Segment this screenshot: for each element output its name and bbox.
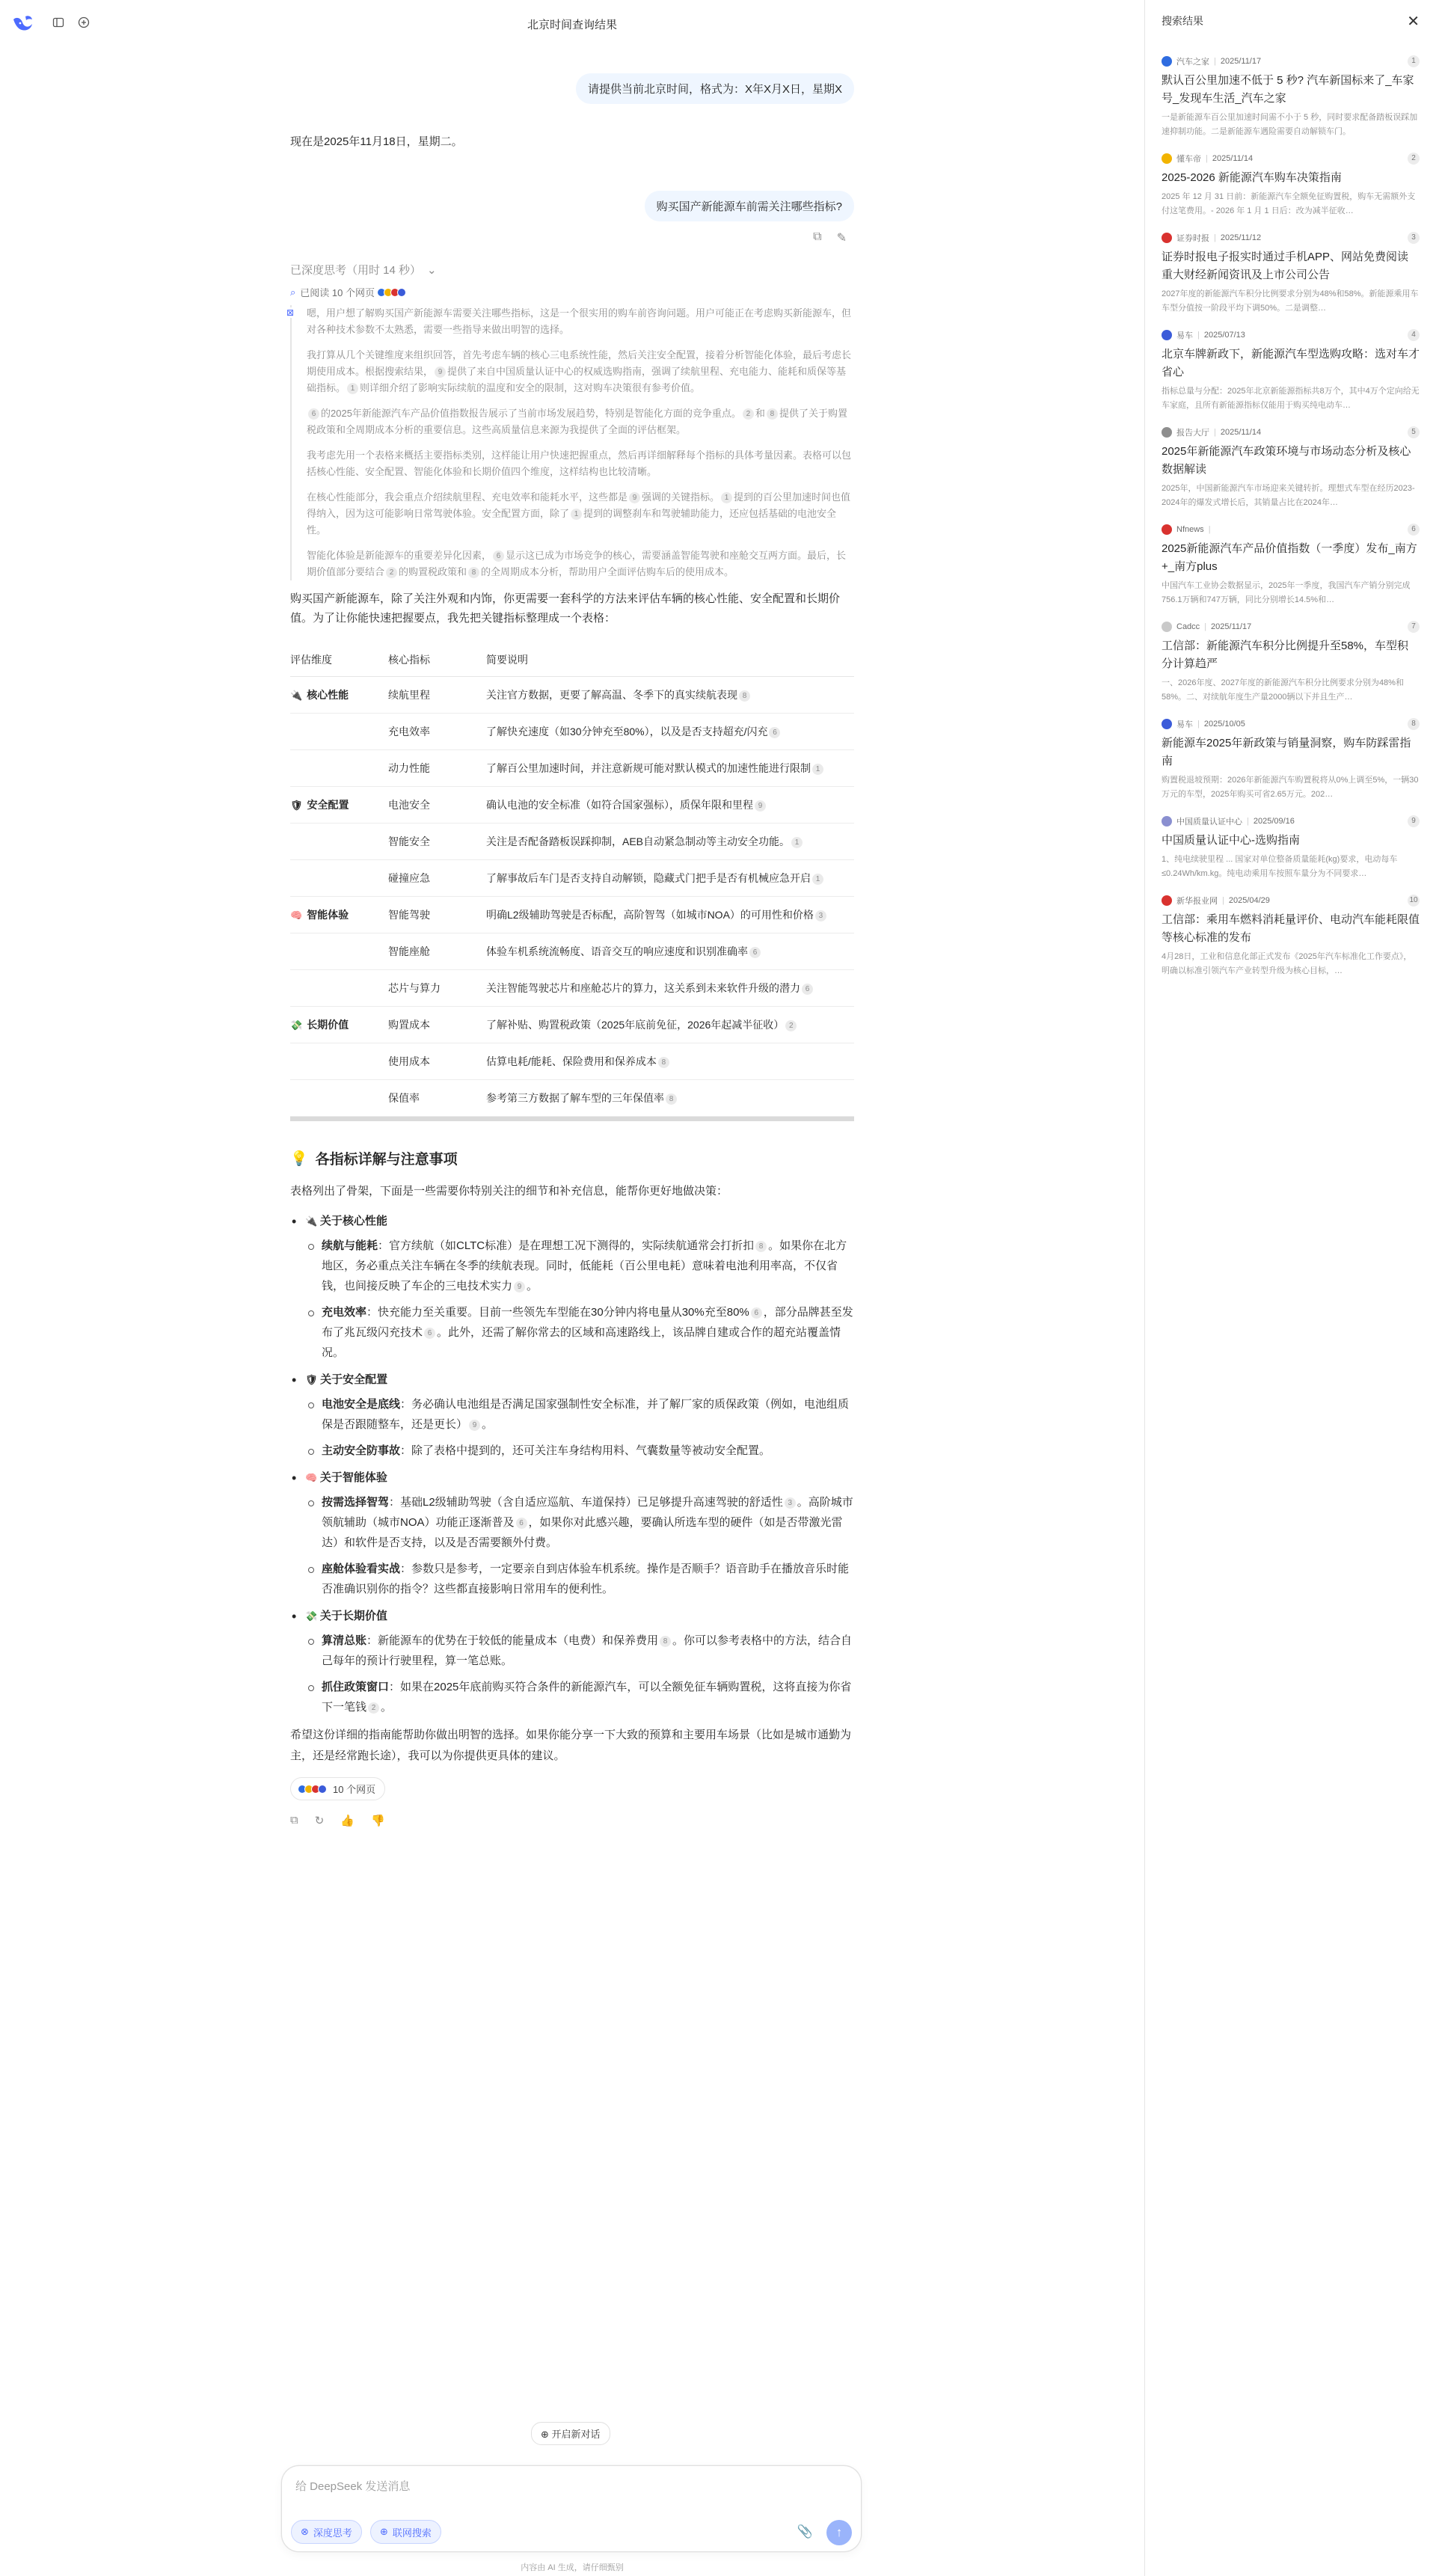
result-date: 2025/10/05 [1203,720,1245,729]
result-title[interactable]: 2025-2026 新能源汽车购车决策指南 [1162,171,1342,184]
table-row [290,1043,854,1080]
table-dimension-cell [290,860,388,897]
table-dimension-cell [290,1043,388,1080]
detail-item: 续航与能耗：官方续航（如CLTC标准）是在理想工况下测得的，实际续航通常会打折扣 8 。如果你在北方地区，务必重点关注车辆在冬季的续航表现。同时，低能耗（百公里电耗）意味着电池利用率高，不仅省钱，也间接反映了车企的三电技术实力 9 。 [305,1236,854,1296]
table-dimension-cell: 💸 长期价值 [290,1007,388,1043]
deep-think-label: 已深度思考（用时 14 秒） [290,264,422,277]
result-meta [1162,426,1420,438]
source-favicon-icon [1162,719,1172,729]
thumbs-up-icon[interactable]: 👍 [340,1815,355,1827]
close-icon[interactable]: ✕ [1407,13,1420,30]
result-source: Nfnews [1176,525,1204,534]
result-divider: | [1204,622,1207,631]
detail-group [290,1370,854,1461]
result-title[interactable]: 新能源车2025年新政策与销量洞察，购车防踩雷指南 [1162,737,1411,767]
source-favicon-icon [1162,524,1172,535]
read-pages-row[interactable] [290,285,854,299]
plus-circle-icon: ⊕ [541,2429,549,2440]
deep-think-toggle[interactable] [290,262,854,277]
result-number-badge: 8 [1408,718,1420,730]
result-snippet: 2027年度的新能源汽车积分比例要求分别为48%和58%。新能源乘用车车型分值按一阶段平均下调50%。二是调整… [1162,289,1419,313]
detail-group-title: • 🧠 关于智能体验 [305,1471,387,1484]
table-description-cell: 关注智能驾驶芯片和座舱芯片的算力，这关系到未来软件升级的潜力 6 [486,970,854,1007]
table-description-cell: 了解补贴、购置税政策（2025年底前免征，2026年起减半征收） 2 [486,1007,854,1043]
result-title[interactable]: 2025新能源汽车产品价值指数（一季度）发布_南方+_南方plus [1162,542,1417,573]
result-title[interactable]: 默认百公里加速不低于 5 秒? 汽车新国标来了_车家号_发现车生活_汽车之家 [1162,74,1414,105]
table-indicator-cell: 智能驾驶 [388,897,486,933]
search-result-card[interactable] [1145,524,1436,607]
source-favicon-icon [1162,427,1172,438]
assistant-message: 现在是2025年11月18日，星期二。 [290,135,463,148]
result-source: Cadcc [1176,622,1200,631]
pages-chip[interactable] [290,1777,385,1800]
citation-badge[interactable]: 9 [755,800,766,812]
result-title[interactable]: 工信部：新能源汽车积分比例提升至58%，车型积分计算趋严 [1162,640,1409,670]
result-source: 汽车之家 [1176,58,1209,67]
table-dimension-cell: 🔌 核心性能 [290,677,388,714]
table-row [290,714,854,750]
result-number-badge: 7 [1408,621,1420,633]
source-favicon-icon [1162,330,1172,340]
search-result-card[interactable] [1145,815,1436,881]
result-date: 2025/11/17 [1211,622,1252,631]
detail-item: 按需选择智驾：基础L2级辅助驾驶（含自适应巡航、车道保持）已足够提升高速驾驶的舒适性 3 。高阶城市领航辅助（城市NOA）功能正逐渐普及 6 ，如果你对此感兴趣，要确认所选车型的硬件（如是否带激光雷达）和软件是否支持，以及是否需要额外付费。 [305,1492,854,1553]
table-row [290,933,854,970]
search-icon: ⌕ [290,286,296,298]
search-result-card[interactable] [1145,895,1436,978]
result-number-badge: 3 [1408,232,1420,244]
attachment-icon[interactable]: 📎 [797,2524,813,2539]
search-result-card[interactable] [1145,232,1436,316]
result-number-badge: 9 [1408,815,1420,827]
result-source: 易车 [1176,720,1193,729]
table-row [290,860,854,897]
user-message: 购买国产新能源车前需关注哪些指标? [645,191,854,221]
result-snippet: 4月28日，工业和信息化部正式发布《2025年汽车标准化工作要点》，明确以标准引领汽车产业转型升级为核心目标，… [1162,952,1412,975]
ai-disclaimer: 内容由 AI 生成，请仔细甄别 [521,2563,624,2572]
result-snippet: 一、2026年度、2027年度的新能源汽车积分比例要求分别为48%和58%。二、对续航年度生产量2000辆以下并且生产… [1162,678,1404,702]
result-source: 易车 [1176,331,1193,340]
shield-icon: 🛡 [305,1374,321,1385]
result-source: 新华报业网 [1176,897,1218,906]
page-title: 北京时间查询结果 [527,19,617,31]
shield-icon: 🛡 [290,800,303,811]
result-number-badge: 1 [1408,55,1420,67]
table-dimension-cell [290,970,388,1007]
detail-item: 主动安全防事故：除了表格中提到的，还可关注车身结构用料、气囊数量等被动安全配置。 [305,1441,854,1461]
search-result-card[interactable] [1145,426,1436,510]
result-number-badge: 10 [1408,895,1420,907]
search-result-card[interactable] [1145,55,1436,139]
result-snippet: 2025 年 12 月 31 日前：新能源汽车全额免征购置税，购车无需额外支付这笔费用。- 2026 年 1 月 1 日后：改为减半征收… [1162,192,1416,215]
copy-icon[interactable]: ⧉ [290,1814,298,1827]
source-favicon-icon [1162,622,1172,632]
section-heading: 💡 各指标详解与注意事项 [290,1150,458,1168]
thinking-icon: ⊠ [286,307,295,318]
result-meta [1162,329,1420,341]
detail-group [290,1468,854,1599]
detail-item: 抓住政策窗口：如果在2025年底前购买符合条件的新能源汽车，可以全额免征车辆购置税，这将直接为你省下一笔钱 2 。 [305,1677,854,1717]
thinking-paragraph: 我打算从几个关键维度来组织回答，首先考虑车辆的核心三电系统性能，然后关注安全配置，接着分析智能化体验，最后考虑长期使用成本。根据搜索结果， 9 提供了来自中国质量认证中心的权威选购指南，强调了续航里程、充电能力、能耗和质保等基础指标。 1 则详细介绍了影响实际续航的温度和安全的限制，这对购车决策很有参考价值。 [307,349,852,393]
brain-icon: 🧠 [305,1472,320,1483]
citation-badge[interactable]: 9 [514,1281,525,1292]
brain-icon: 🧠 [290,910,303,921]
answer-intro: 购买国产新能源车，除了关注外观和内饰，你更需要一套科学的方法来评估车辆的核心性能、安全配置和长期价值。为了让你能快速把握要点，我先把关键指标整理成一个表格： [290,592,841,625]
result-title[interactable]: 北京车牌新政下，新能源汽车型选购攻略：选对车才省心 [1162,348,1420,378]
result-snippet: 购置税退坡预期：2026年新能源汽车购置税将从0%上调至5%，一辆30万元的车型，2025年购买可省2.65万元。202… [1162,776,1419,799]
result-meta [1162,895,1420,907]
deep-think-button[interactable]: ⊗ 深度思考 [291,2520,362,2544]
table-indicator-cell: 碰撞应急 [388,860,486,897]
result-date: 2025/11/14 [1212,154,1254,163]
source-favicon-icon [1162,153,1172,164]
result-divider: | [1214,233,1216,242]
send-button[interactable]: ↑ [826,2520,852,2545]
citation-badge[interactable]: 3 [815,910,826,921]
result-source: 中国质量认证中心 [1176,818,1242,827]
new-chat-button[interactable] [531,2422,610,2445]
results-list [1145,55,1436,978]
table-indicator-cell: 智能座舱 [388,933,486,970]
result-date: 2025/11/12 [1220,233,1262,242]
table-indicator-cell: 动力性能 [388,750,486,787]
detail-item: 充电效率：快充能力至关重要。目前一些领先车型能在30分钟内将电量从30%充至80% 6 ，部分品牌甚至发布了兆瓦级闪充技术 6 。此外，还需了解你常去的区域和高速路线上，该品牌自建或合作的超充站覆盖情况。 [305,1302,854,1363]
result-meta [1162,524,1420,536]
citation-badge[interactable]: 9 [469,1420,480,1431]
table-description-cell: 关注是否配备踏板误踩抑制，AEB自动紧急制动等主动安全功能。 1 [486,824,854,860]
result-date: 2025/09/16 [1253,817,1295,826]
table-row [290,1080,854,1117]
table-indicator-cell: 电池安全 [388,787,486,824]
result-meta [1162,55,1420,67]
detail-group-title: • 💸 关于长期价值 [305,1610,387,1622]
table-header: 简要说明 [486,643,854,677]
result-number-badge: 2 [1408,153,1420,165]
table-description-cell: 了解百公里加速时间，并注意新规可能对默认模式的加速性能进行限制 1 [486,750,854,787]
source-favicon-icon [1162,56,1172,67]
result-divider: | [1197,720,1200,729]
citation-badge[interactable]: 6 [749,947,761,958]
result-date: 2025/11/14 [1220,428,1262,437]
table-row [290,787,854,824]
thinking-paragraph: 在核心性能部分，我会重点介绍续航里程、充电效率和能耗水平，这些都是 9 强调的关键指标。 1 提到的百公里加速时间也值得纳入，因为这可能影响日常驾驶体验。安全配置方面，除了 1 提到的调整刹车和驾驶辅助能力，还应包括基础的电池安全性。 [307,491,851,536]
site-favicons [379,288,406,297]
result-date: 2025/04/29 [1228,896,1270,905]
result-number-badge: 6 [1408,524,1420,536]
table-row [290,1007,854,1043]
thinking-paragraph: 我考虑先用一个表格来概括主要指标类别，这样能让用户快速把握重点，然后再详细解释每个指标的具体考量因素。表格可以包括核心性能、安全配置、智能化体验和长期价值四个维度，这样结构也比较清晰。 [307,450,852,477]
citation-badge[interactable]: 3 [785,1497,796,1509]
result-divider: | [1208,525,1211,534]
search-result-card[interactable] [1145,718,1436,802]
table-indicator-cell: 智能安全 [388,824,486,860]
top-bar [0,0,1144,45]
result-title[interactable]: 2025年新能源汽车政策环境与市场动态分析及核心数据解读 [1162,445,1411,476]
detail-list [290,1212,854,1717]
chevron-down-icon: ⌄ [427,263,437,277]
search-result-card[interactable] [1145,153,1436,218]
thinking-paragraph: 6 的2025年新能源汽车产品价值指数报告展示了当前市场发展趋势，特别是智能化方面的竞争重点。 2 和 8 提供了关于购置税政策和全周期成本分析的重要信息。这些高质量信息来源为我提供了全面的评估框架。 [307,408,847,435]
indicator-table [290,643,854,1117]
web-search-button[interactable]: ⊕ 联网搜索 [370,2520,441,2544]
table-description-cell: 明确L2级辅助驾驶是否标配，高阶智驾（如城市NOA）的可用性和价格 3 [486,897,854,933]
site-favicons [300,1785,327,1794]
message-input[interactable]: 给 DeepSeek 发送消息 [295,2480,411,2493]
result-meta [1162,621,1420,633]
result-title[interactable]: 证券时报电子报实时通过手机APP、网站免费阅读重大财经新闻资讯及上市公司公告 [1162,251,1409,281]
citation-badge[interactable]: 1 [791,837,803,848]
search-result-card[interactable] [1145,329,1436,413]
table-description-cell: 了解快充速度（如30分钟充至80%），以及是否支持超充/闪充 6 [486,714,854,750]
panel-title: 搜索结果 [1162,15,1203,27]
new-chat-label: 开启新对话 [551,2429,601,2440]
source-favicon-icon [1162,233,1172,243]
edit-icon[interactable]: ✎ [836,232,847,245]
table-indicator-cell: 使用成本 [388,1043,486,1080]
result-source: 懂车帝 [1176,155,1201,164]
result-meta [1162,153,1420,165]
result-meta [1162,718,1420,730]
money-icon: 💸 [290,1019,303,1031]
result-divider: | [1214,428,1216,437]
money-icon: 💸 [305,1610,320,1622]
thinking-paragraph: 智能化体验是新能源车的重要差异化因素， 6 显示这已成为市场竞争的核心，需要涵盖智能驾驶和座舱交互两方面。最后，长期价值部分要结合 2 的购置税政策和 8 的全周期成本分析，帮助用户全面评估购车后的使用成本。 [307,550,847,577]
result-divider: | [1247,817,1249,826]
copy-icon[interactable]: ⧉ [813,230,822,243]
thinking-paragraph: 嗯，用户想了解购买国产新能源车需要关注哪些指标，这是一个很实用的购车前咨询问题。用户可能正在考虑购买新能源车，但对各种技术参数不太熟悉，需要一些指导来做出明智的选择。 [307,307,852,335]
table-header: 核心指标 [388,643,486,677]
result-number-badge: 5 [1408,426,1420,438]
detail-item: 电池安全是底线：务必确认电池组是否满足国家强制性安全标准，并了解厂家的质保政策（例如，电池组质保是否跟随整车，还是更长） 9 。 [305,1394,854,1435]
table-indicator-cell: 续航里程 [388,677,486,714]
answer-actions [290,1814,854,1827]
citation-badge[interactable]: 2 [368,1702,379,1714]
result-date: 2025/07/13 [1203,331,1245,340]
result-divider: | [1197,331,1200,340]
thumbs-down-icon[interactable]: 👎 [370,1815,385,1827]
result-snippet: 2025年，中国新能源汽车市场迎来关键转折。理想式车型在经历2023-2024年的爆发式增长后，其销量占比在2024年… [1162,484,1415,507]
result-snippet: 一是新能源车百公里加速时间需不小于 5 秒，同时要求配备踏板误踩加速抑制功能。二是新能源车遇险需要自动解锁车门。 [1162,113,1418,136]
table-row [290,897,854,933]
result-meta [1162,232,1420,244]
section-lead: 表格列出了骨架，下面是一些需要你特别关注的细节和补充信息，能帮你更好地做决策： [290,1185,728,1197]
table-row [290,824,854,860]
table-dimension-cell [290,933,388,970]
detail-group-title: • 🛡 关于安全配置 [305,1373,388,1386]
table-description-cell: 体验车机系统流畅度、语音交互的响应速度和识别准确率 6 [486,933,854,970]
detail-group [290,1212,854,1363]
citation-badge[interactable]: 6 [424,1328,435,1339]
citation-badge[interactable]: 8 [666,1094,677,1105]
battery-charging-icon: 🔌 [305,1215,320,1227]
result-source: 证券时报 [1176,234,1209,243]
closing-text: 希望这份详细的指南能帮助你做出明智的选择。如果你能分享一下大致的预算和主要用车场景（比如是城市通勤为主，还是经常跑长途），我可以为你提供更具体的建议。 [290,1729,852,1762]
citation-badge[interactable]: 6 [769,727,780,738]
citation-badge[interactable]: 6 [802,984,813,995]
result-source: 报告大厅 [1176,429,1209,438]
citation-badge[interactable]: 2 [785,1020,797,1031]
result-divider: | [1206,154,1208,163]
table-dimension-cell: 🛡 安全配置 [290,787,388,824]
detail-group-title: • 🔌 关于核心性能 [305,1215,387,1227]
thinking-content [286,305,854,580]
battery-charging-icon: 🔌 [290,690,303,701]
result-number-badge: 4 [1408,329,1420,341]
table-row [290,970,854,1007]
citation-badge[interactable]: 1 [812,874,823,885]
table-dimension-cell: 🧠 智能体验 [290,897,388,933]
table-indicator-cell: 保值率 [388,1080,486,1117]
table-row [290,750,854,787]
table-indicator-cell: 芯片与算力 [388,970,486,1007]
table-row [290,677,854,714]
lightbulb-icon: 💡 [290,1150,308,1167]
source-favicon-icon [1162,895,1172,906]
citation-badge[interactable]: 6 [751,1307,762,1319]
table-description-cell: 估算电耗/能耗、保险费用和保养成本 8 [486,1043,854,1080]
table-indicator-cell: 购置成本 [388,1007,486,1043]
result-snippet: 指标总量与分配：2025年北京新能源指标共8万个，其中4万个定向给无车家庭，且所有新能源指标仅能用于购买纯电动车… [1162,387,1420,410]
message-composer[interactable] [281,2465,862,2552]
result-title[interactable]: 中国质量认证中心-选购指南 [1162,834,1300,847]
table-description-cell: 了解事故后车门是否支持自动解锁，隐藏式门把手是否有机械应急开启 1 [486,860,854,897]
table-header: 评估维度 [290,643,388,677]
globe-icon: ⊕ [380,2526,388,2537]
table-indicator-cell: 充电效率 [388,714,486,750]
search-result-card[interactable] [1145,621,1436,705]
table-dimension-cell [290,714,388,750]
atom-icon: ⊗ [301,2526,309,2537]
result-title[interactable]: 工信部：乘用车燃料消耗量评价、电动汽车能耗限值等核心标准的发布 [1162,913,1420,944]
citation-badge[interactable]: 8 [739,690,750,702]
citation-badge[interactable]: 8 [755,1241,767,1252]
source-favicon-icon [1162,816,1172,827]
table-dimension-cell [290,1080,388,1117]
result-divider: | [1214,57,1216,66]
detail-item: 算清总账：新能源车的优势在于较低的能量成本（电费）和保养费用 8 。你可以参考表格中的方法，结合自己每年的预计行驶里程，算一笔总账。 [305,1631,854,1671]
result-snippet: 1、纯电续驶里程 ... 国家对单位整备质量能耗(kg)要求，电动每车≤0.24Wh/km.kg。纯电动乘用车按照车量分为不同要求… [1162,855,1398,878]
detail-item: 座舱体验看实战：参数只是参考，一定要亲自到店体验车机系统。操作是否顺手？语音助手在播放音乐时能否准确识别你的指令？这些都直接影响日常用车的便利性。 [305,1559,854,1599]
read-pages-label: 已阅读 10 个网页 [300,287,375,298]
citation-badge[interactable]: 8 [658,1057,669,1068]
pages-chip-label: 10 个网页 [333,1784,376,1795]
search-results-panel [1144,0,1436,2576]
table-description-cell: 确认电池的安全标准（如符合国家强标），质保年限和里程 9 [486,787,854,824]
table-dimension-cell [290,824,388,860]
detail-group [290,1607,854,1717]
citation-badge[interactable]: 6 [516,1518,527,1529]
table-description-cell: 参考第三方数据了解车型的三年保值率 8 [486,1080,854,1117]
user-message: 请提供当前北京时间，格式为：X年X月X日，星期X [576,73,854,104]
citation-badge[interactable]: 1 [812,764,823,775]
result-snippet: 中国汽车工业协会数据显示，2025年一季度，我国汽车产销分别完成756.1万辆和747万辆，同比分别增长14.5%和… [1162,581,1411,604]
regenerate-icon[interactable]: ↻ [314,1815,325,1827]
table-dimension-cell [290,750,388,787]
table-description-cell: 关注官方数据，更要了解高温、冬季下的真实续航表现 8 [486,677,854,714]
result-divider: | [1222,896,1224,905]
conversation [286,45,854,1827]
citation-badge[interactable]: 8 [660,1636,671,1647]
result-meta [1162,815,1420,827]
result-date: 2025/11/17 [1220,57,1262,66]
indicator-table-scroll[interactable] [290,643,854,1121]
